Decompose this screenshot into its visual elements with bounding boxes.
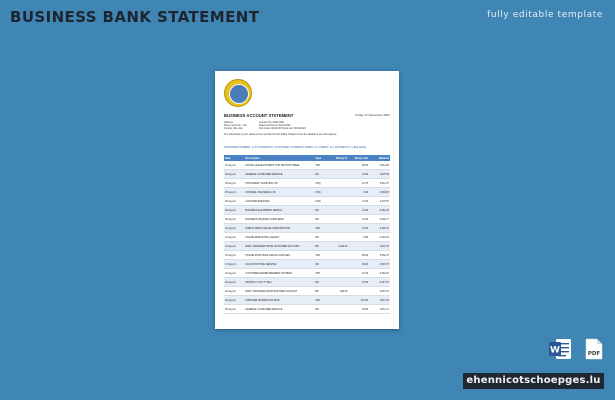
table-cell: 20 Aug 21 [224, 278, 244, 287]
table-cell: 2,503.87 [369, 188, 390, 197]
table-cell: 16.50 [348, 170, 369, 179]
table-cell: 3,831.17 [369, 305, 390, 314]
table-cell: 2,420.77 [369, 224, 390, 233]
column-header: Money In [329, 155, 348, 161]
word-icon[interactable] [548, 338, 572, 360]
table-cell: 2,525.02 [369, 170, 390, 179]
table-cell [329, 233, 348, 242]
table-cell: 3,417.67 [369, 278, 390, 287]
statement-heading: BUSINESS ACCOUNT STATEMENT [224, 113, 294, 118]
column-header: Type [314, 155, 329, 161]
table-cell: DD [314, 206, 329, 215]
pdf-icon[interactable] [582, 338, 604, 360]
table-cell: OFFICE LEASE PAYMENT FOR SECTOR THREE [244, 161, 314, 170]
table-cell: CHANNEL ONE MEDIA LTD [244, 188, 314, 197]
table-cell: 17 Aug 21 [224, 260, 244, 269]
word-icon-label: W [550, 345, 560, 356]
table-cell: TFR [314, 224, 329, 233]
table-cell: 06 Aug 21 [224, 197, 244, 206]
table-cell: ONLINE PURCHASE OFFICE SUPPLIES [244, 251, 314, 260]
table-cell: 15 Aug 21 [224, 251, 244, 260]
table-cell: CHQ [314, 197, 329, 206]
table-cell: 3,507.37 [369, 260, 390, 269]
column-header: Balance [369, 155, 390, 161]
table-cell: 2,512.27 [369, 179, 390, 188]
table-cell [329, 278, 348, 287]
table-cell: 14.90 [348, 206, 369, 215]
table-row [224, 188, 390, 197]
table-cell: 22 Aug 21 [224, 287, 244, 296]
table-cell: CLOUD HOSTING SERVICE [244, 260, 314, 269]
table-cell: 3,484.97 [369, 269, 390, 278]
table-cell: BP [314, 242, 329, 251]
table-cell: TFR [314, 161, 329, 170]
table-row [224, 206, 390, 215]
table-cell: 10 Aug 21 [224, 224, 244, 233]
table-cell: 9.80 [348, 233, 369, 242]
table-cell [329, 224, 348, 233]
table-cell: 3,552.37 [369, 251, 390, 260]
table-cell: DD [314, 215, 329, 224]
table-row [224, 179, 390, 188]
table-cell: 2,476.87 [369, 197, 390, 206]
table-cell [329, 251, 348, 260]
table-cell: 10.00 [348, 224, 369, 233]
table-cell: 2,461.97 [369, 206, 390, 215]
table-cell: 210.00 [348, 296, 369, 305]
table-cell: DD [314, 170, 329, 179]
table-cell: CHQ [314, 188, 329, 197]
table-cell: TFR [314, 269, 329, 278]
table-cell: SUPPLIER PAYMENT INVOICE [244, 296, 314, 305]
table-cell [348, 287, 369, 296]
page-subtitle: fully editable template [487, 10, 603, 20]
account-line: Statement Period: 01/11/2021 [259, 124, 291, 127]
table-cell: 02 Aug 21 [224, 170, 244, 179]
table-cell: BUSINESS EQUIPMENT RENTAL [244, 206, 314, 215]
table-cell: 2,410.97 [369, 233, 390, 242]
table-cell: DD [314, 260, 329, 269]
table-cell: 12 Aug 21 [224, 233, 244, 242]
table-row [224, 224, 390, 233]
table-cell: TFR [314, 251, 329, 260]
transactions-body [224, 161, 390, 314]
table-cell: 22.40 [348, 269, 369, 278]
table-cell [329, 269, 348, 278]
table-cell: 31.20 [348, 215, 369, 224]
table-cell: 4,057.67 [369, 287, 390, 296]
table-row [224, 278, 390, 287]
table-cell [329, 188, 348, 197]
table-cell: BP [314, 287, 329, 296]
table-row [224, 287, 390, 296]
table-cell: 58.60 [348, 251, 369, 260]
table-cell: 24 Aug 21 [224, 296, 244, 305]
address-line: Address [224, 121, 233, 124]
table-cell: 08 Aug 21 [224, 206, 244, 215]
table-cell: 2,541.52 [369, 161, 390, 170]
statement-date: Friday 17 December 2021 [355, 113, 390, 117]
table-cell: CUSTOMER REIMBURSEMENT PAYMENT [244, 269, 314, 278]
table-row [224, 296, 390, 305]
table-cell: 3,610.97 [369, 242, 390, 251]
table-cell: 89.00 [348, 161, 369, 170]
table-row [224, 251, 390, 260]
table-cell: 45.00 [348, 260, 369, 269]
table-cell [329, 197, 348, 206]
table-cell [329, 215, 348, 224]
table-cell: BUSINESS TRAINING SUPPLIERS [244, 215, 314, 224]
table-cell: ONLINE MARKETING AGENCY [244, 233, 314, 242]
table-cell: 2,430.77 [369, 215, 390, 224]
table-cell [329, 170, 348, 179]
table-cell: DD [314, 305, 329, 314]
table-cell: MONTHLY UTILITY BILL [244, 278, 314, 287]
site-badge[interactable]: ehennicotschoepges.lu [463, 373, 604, 389]
table-cell: 27.00 [348, 197, 369, 206]
table-cell: 14 Aug 21 [224, 242, 244, 251]
table-cell: 05 Aug 21 [224, 188, 244, 197]
table-row [224, 260, 390, 269]
column-header: Money Out [348, 155, 369, 161]
table-cell: GENERAL CONSUMER SERVICE [244, 305, 314, 314]
table-cell: TFR [314, 296, 329, 305]
statement-note: The data below is your statement as recorded for this billing. Please review the details for any discrepancy. [224, 133, 337, 136]
table-row [224, 170, 390, 179]
table-cell: GENERAL CONSUMER SERVICE [244, 170, 314, 179]
table-cell: 19 Aug 21 [224, 269, 244, 278]
table-cell [329, 305, 348, 314]
page-title: BUSINESS BANK STATEMENT [10, 8, 260, 26]
table-cell: 1,200.00 [329, 242, 348, 251]
bank-logo-icon [224, 79, 252, 107]
statement-preview[interactable] [215, 71, 399, 329]
table-cell: 03 Aug 21 [224, 179, 244, 188]
table-row [224, 233, 390, 242]
table-cell: 67.30 [348, 278, 369, 287]
table-cell: 09 Aug 21 [224, 215, 244, 224]
table-cell: DD [314, 233, 329, 242]
transactions-table [224, 155, 390, 314]
table-row [224, 305, 390, 314]
account-line: Account No: 0000 0000 [259, 121, 284, 124]
table-row [224, 215, 390, 224]
table-cell: 8.40 [348, 188, 369, 197]
table-row [224, 242, 390, 251]
table-cell [329, 206, 348, 215]
table-row [224, 269, 390, 278]
table-cell: BANK TRANSFER FROM CUSTOMER ACCOUNT [244, 242, 314, 251]
column-header: Date [224, 155, 244, 161]
table-cell [329, 296, 348, 305]
table-cell: 26 Aug 21 [224, 305, 244, 314]
table-cell: 3,847.67 [369, 296, 390, 305]
address-line: Country, Zip code [224, 127, 243, 130]
table-cell [329, 161, 348, 170]
table-cell: 640.00 [329, 287, 348, 296]
table-cell [329, 260, 348, 269]
account-line: Sort Code: 00-00-00 Period end: 30/11/2021 [259, 127, 307, 130]
table-cell: CHQ [314, 179, 329, 188]
table-cell: DD [314, 278, 329, 287]
summary-line: TRANSFER NUMBER: 1 | ACTIVATED BY: CUSTOMER | SUMMARY DEBIT: 14 | CREDIT: 14 | PAYMENTS: 1 | BALANCE [224, 146, 366, 149]
table-cell: BANK TRANSFER FROM PARTNER ACCOUNT [244, 287, 314, 296]
table-cell [348, 242, 369, 251]
table-cell: 01 Aug 21 [224, 161, 244, 170]
column-header: Description [244, 155, 314, 161]
address-line: Street name No., City [224, 124, 247, 127]
table-cell [329, 179, 348, 188]
table-row [224, 197, 390, 206]
table-cell: 12.75 [348, 179, 369, 188]
pdf-icon-label: PDF [587, 351, 601, 357]
table-cell: DIRECT DEBIT ONLINE SUBSCRIPTION [244, 224, 314, 233]
table-cell: STATIONERY SUPPLIES LTD [244, 179, 314, 188]
table-cell: LAW FIRM SERVICES [244, 197, 314, 206]
table-row [224, 161, 390, 170]
table-cell: 16.50 [348, 305, 369, 314]
